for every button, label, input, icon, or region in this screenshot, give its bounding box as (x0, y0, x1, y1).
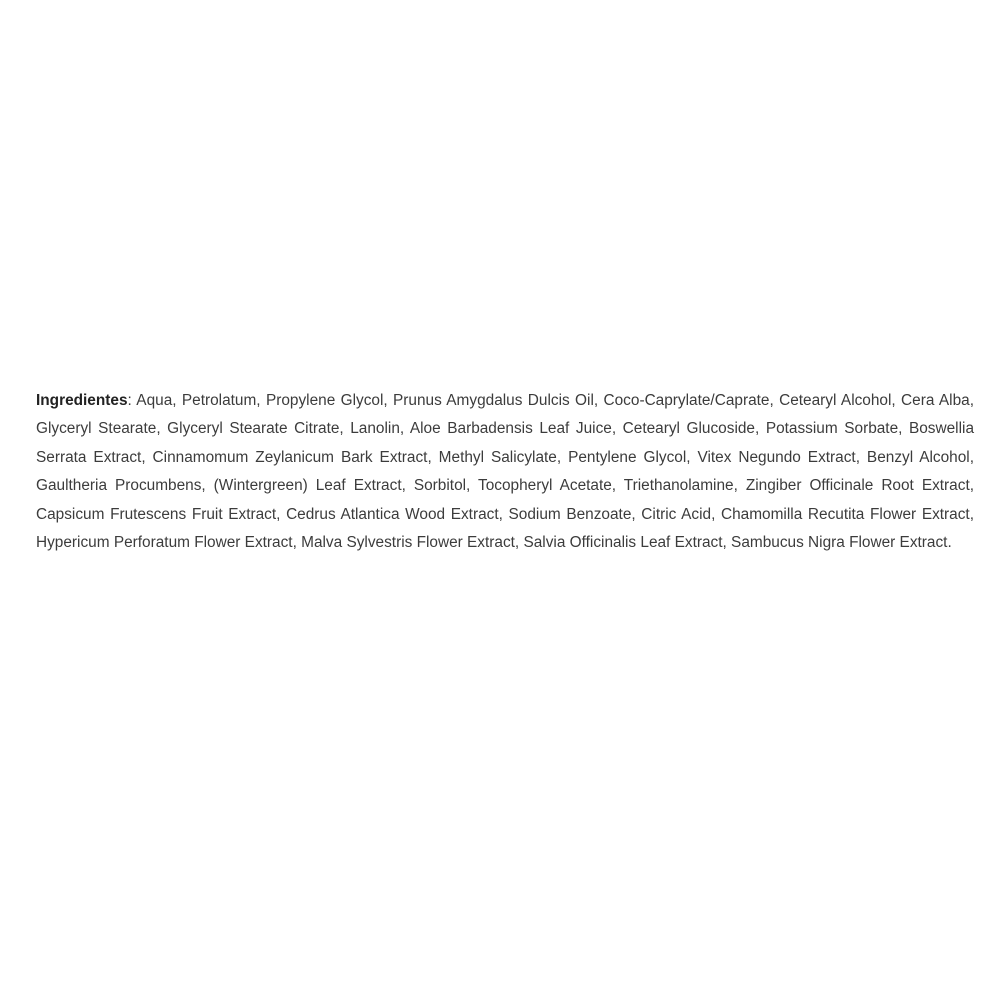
ingredients-paragraph (36, 387, 974, 557)
ingredients-label: Ingredientes (36, 392, 128, 409)
ingredients-list: : Aqua, Petrolatum, Propylene Glycol, Prunus Amygdalus Dulcis Oil, Coco-Caprylate/Caprate, Cetearyl Alcohol, Cera Alba, Glyceryl Stearate, Glyceryl Stearate Citrate, Lanolin, Aloe Barbadensis Leaf Juice, Cetearyl Glucoside, Potassium Sorbate, Boswellia Serrata Extract, Cinnamomum Zeylanicum Bark Extract, Methyl Salicylate, Pentylene Glycol, Vitex Negundo Extract, Benzyl Alcohol, Gaultheria Procumbens, (Wintergreen) Leaf Extract, Sorbitol, Tocopheryl Acetate, Triethanolamine, Zingiber Officinale Root Extract, Capsicum Frutescens Fruit Extract, Cedrus Atlantica Wood Extract, Sodium Benzoate, Citric Acid, Chamomilla Recutita Flower Extract, Hypericum Perforatum Flower Extract, Malva Sylvestris Flower Extract, Salvia Officinalis Leaf Extract, Sambucus Nigra Flower Extract. (36, 392, 974, 552)
